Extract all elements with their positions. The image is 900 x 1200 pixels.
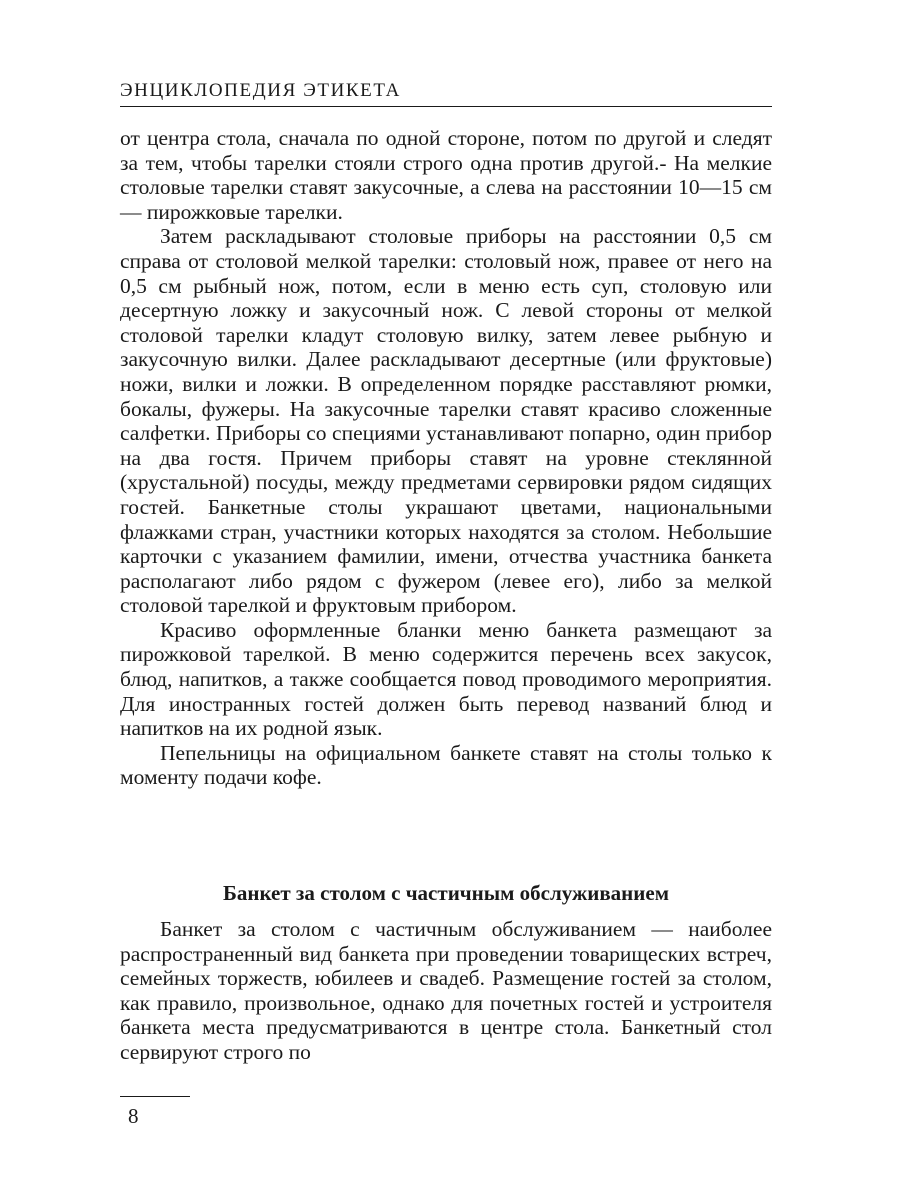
- body-text: [120, 126, 772, 790]
- paragraph-continuation: от центра стола, сначала по одной стороне, потом по другой и следят за тем, чтобы тарелки стояли строго одна против другой.- На мелкие столовые тарелки ставят закусочные, а слева на расстоянии 10—15 см — пирожковые тарелки.: [120, 126, 772, 224]
- footer-rule: [120, 1096, 190, 1097]
- paragraph-cutlery: Затем раскладывают столовые приборы на расстоянии 0,5 см справа от столовой мелкой тарелки: столовый нож, правее от него на 0,5 см рыбный нож, потом, если в меню есть суп, столовую или десертную ложку и закусочный нож. С левой стороны от мелкой столовой тарелки кладут столовую вилку, затем левее рыбную и закусочную вилки. Далее раскладывают десертные (или фруктовые) ножи, вилки и ложки. В определенном порядке расставляют рюмки, бокалы, фужеры. На закусочные тарелки ставят красиво сложенные салфетки. Приборы со специями устанавливают попарно, один прибор на два гостя. Причем приборы ставят на уровне стеклянной (хрустальной) посуды, между предметами сервировки рядом сидящих гостей. Банкетные столы украшают цветами, национальными флажками стран, участники которых находятся за столом. Небольшие карточки с указанием фамилии, имени, отчества участника банкета располагают либо рядом с фужером (левее его), либо за мелкой столовой тарелкой и фруктовым прибором.: [120, 224, 772, 618]
- page-number: 8: [128, 1104, 139, 1128]
- section-heading: Банкет за столом с частичным обслуживанием: [222, 881, 669, 905]
- running-header-title: ЭНЦИКЛОПЕДИЯ ЭТИКЕТА: [120, 80, 401, 101]
- header-rule: [120, 106, 772, 107]
- section-text: [120, 917, 772, 1065]
- paragraph-partial-service: Банкет за столом с частичным обслуживанием — наиболее распространенный вид банкета при проведении товарищеских встреч, семейных торжеств, юбилеев и свадеб. Размещение гостей за столом, как правило, произвольное, однако для почетных гостей и устроителя банкета места предусматриваются в центре стола. Банкетный стол сервируют строго по: [120, 917, 772, 1064]
- paragraph-menu: Красиво оформленные бланки меню банкета размещают за пирожковой тарелкой. В меню содержится перечень всех закусок, блюд, напитков, а также сообщается повод проводимого мероприятия. Для иностранных гостей должен быть перевод названий блюд и напитков на их родной язык.: [120, 617, 772, 741]
- paragraph-ashtrays: Пепельницы на официальном банкете ставят на столы только к моменту подачи кофе.: [120, 740, 772, 790]
